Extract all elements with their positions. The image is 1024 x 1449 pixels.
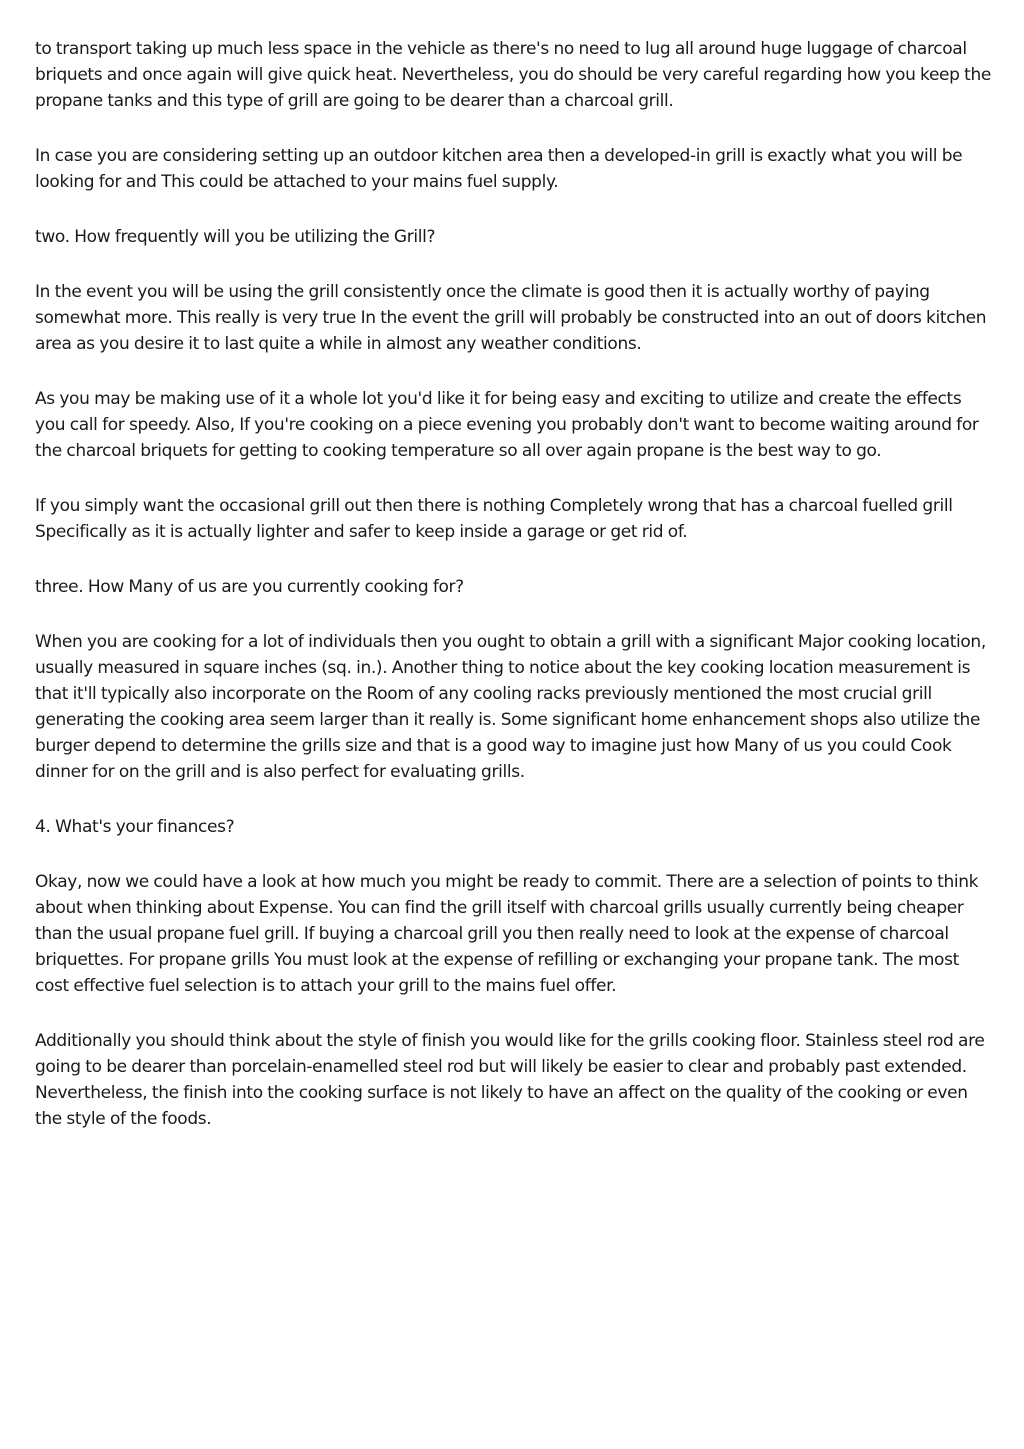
heading-question-two: two. How frequently will you be utilizing the Grill? bbox=[35, 227, 436, 247]
heading-question-three: three. How Many of us are you currently cooking for? bbox=[35, 577, 464, 597]
paragraph-expense: Okay, now we could have a look at how much you might be ready to commit. There are a selection of points to think about when thinking about Expense. You can find the grill itself with charcoal grills usually currently being cheaper than the usual propane fuel grill. If buying a charcoal grill you then really need to look at the expense of charcoal briquettes. For propane grills You must look at the expense of refilling or exchanging your propane tank. The most cost effective fuel selection is to attach your grill to the mains fuel offer. bbox=[35, 872, 979, 996]
paragraph-finish-style: Additionally you should think about the style of finish you would like for the grills cooking floor. Stainless steel rod are going to be dearer than porcelain-enamelled steel rod but will likely be easier to clear and probably past extended. Nevertheless, the finish into the cooking surface is not likely to have an affect on the quality of the cooking or even the style of the foods. bbox=[35, 1031, 985, 1129]
paragraph-intro-continuation: to transport taking up much less space in the vehicle as there's no need to lug all around huge luggage of charcoal briquets and once again will give quick heat. Nevertheless, you do should be very careful regarding how you keep the propane tanks and this type of grill are going to be dearer than a charcoal grill. bbox=[35, 39, 992, 111]
paragraph-frequent-use: In the event you will be using the grill consistently once the climate is good then it is actually worthy of paying somewhat more. This really is very true In the event the grill will probably be constructed into an out of doors kitchen area as you desire it to last quite a while in almost any weather conditions. bbox=[35, 282, 987, 354]
paragraph-built-in-grill: In case you are considering setting up an outdoor kitchen area then a developed-in grill is exactly what you will be looking for and This could be attached to your mains fuel supply. bbox=[35, 146, 963, 192]
paragraph-cooking-area: When you are cooking for a lot of individuals then you ought to obtain a grill with a significant Major cooking location, usually measured in square inches (sq. in.). Another thing to notice about the key cooking location measurement is that it'll typically also incorporate on the Room of any cooling racks previously mentioned the most crucial grill generating the cooking area seem larger than it really is. Some significant home enhancement shops also utilize the burger depend to determine the grills size and that is a good way to imagine just how Many of us you could Cook dinner for on the grill and is also perfect for evaluating grills. bbox=[35, 632, 986, 782]
paragraph-easy-to-use: As you may be making use of it a whole lot you'd like it for being easy and exciting to utilize and create the effects you call for speedy. Also, If you're cooking on a piece evening you probably don't want to become waiting around for the charcoal briquets for getting to cooking temperature so all over again propane is the best way to go. bbox=[35, 389, 979, 461]
heading-question-four: 4. What's your finances? bbox=[35, 817, 235, 837]
paragraph-occasional-grill: If you simply want the occasional grill out then there is nothing Completely wrong that has a charcoal fuelled grill Specifically as it is actually lighter and safer to keep inside a garage or get rid of. bbox=[35, 496, 953, 542]
document-body bbox=[35, 36, 995, 1161]
